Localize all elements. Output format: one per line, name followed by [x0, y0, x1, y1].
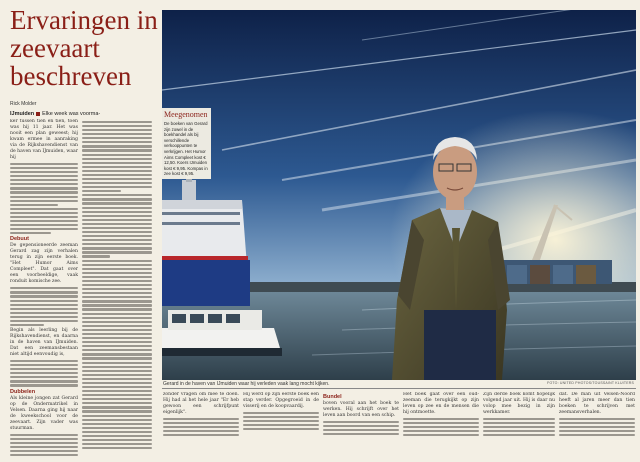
photo-credit: FOTO: UNITED PHOTOS/TOUSSAINT KLUITERS [547, 381, 634, 385]
paragraph: zonder vragen om mee te doen. Hij had al het hele jaar "Er heb gewoon een schrijfpunt eigenlijk". [163, 392, 239, 415]
paragraph: Als kleine jongen zat Gerard op de Ondermatrikel in Velsen. Daarna ging hij naar de kweekschool voor de zeevaart. Zijn vader was stuurman. [10, 395, 78, 431]
bottom-column-2 [243, 392, 319, 460]
paragraph: De gepensioneerde zeeman Gerard zag zijn verhalen terug in zijn eerste boek. "Het Humor Aims Compleet". Dat gaat over een voorbeeldige, vaak ronduit komische zee. [10, 243, 78, 285]
bottom-column-6 [559, 392, 635, 460]
divider [162, 388, 636, 389]
square-bullet-icon [36, 112, 40, 116]
paragraph: Zijn derde boek komt hopelijk volgend jaar uit. Hij is daar nu volop mee bezig in zijn werkkamer. [483, 392, 555, 415]
sidebar-text: De boeken van Gerard zijn zowel in de boekhandel als bij verschillende verkooppunten te verkrijgen. Het Humor Aims Compleet kost € 12,50. Koers IJmuiden kost € 9,95. Kompas in zee kost € 9,95. [164, 121, 208, 177]
headline: Ervaringen in zeevaart beschreven [10, 5, 158, 91]
paragraph: Het boek gaat over een oud-zeeman die terugkijkt op zijn leven op zee en de mensen die hij ontmoette. [403, 392, 479, 415]
harbour-photo [162, 10, 636, 380]
bottom-column-4 [403, 392, 479, 460]
bottom-column-1 [163, 392, 239, 460]
subhead-debuut: Debuut [10, 236, 29, 243]
bottom-column-3 [323, 392, 399, 460]
dateline [10, 111, 100, 117]
sidebar-title: Meegenomen [164, 110, 208, 119]
paragraph: Hij werd op zijn eerste boek een stap verder. Opgegroeid in de visserij en de koopvaardij. [243, 392, 319, 409]
photo-caption: Gerard in de haven van IJmuiden waar hij verleden vaak lang mocht kijken. [163, 381, 330, 387]
subhead-bundel: Bundel [323, 394, 342, 400]
paragraph: boven vooral aan het boek te werken. Hij schrijft over het leven aan boord van een schip. [323, 401, 399, 418]
article-photo [162, 10, 636, 380]
subhead-dubbelen: Dubbelen [10, 388, 36, 395]
article-column-2 [82, 119, 152, 459]
paragraph: ker tussen tien en tien, toen was hij 11 jaar. Het was nooit een plan geweest; hij kwam ermee in aanraking via de Rijkshavendienst van de haven van IJmuiden, waar hij [10, 119, 78, 160]
article-column-1 [10, 119, 78, 459]
byline: Rick Molder [10, 101, 37, 107]
dateline-text: Elke week was voorma- [42, 111, 101, 117]
dateline-place: IJmuiden [10, 111, 35, 117]
sidebar-box [161, 108, 211, 179]
bottom-column-5 [483, 392, 555, 460]
paragraph: Begin als leerling bij de Rijkshavendienst, en daarna in de haven van IJmuiden. Dat een zeemansbestaan niet altijd eenvoudig is, [10, 328, 78, 358]
paragraph: dat. De man uit Velsen-Noord heeft al jaren meer dan tien boeken te schrijven met zeemansverhalen. [559, 392, 635, 415]
